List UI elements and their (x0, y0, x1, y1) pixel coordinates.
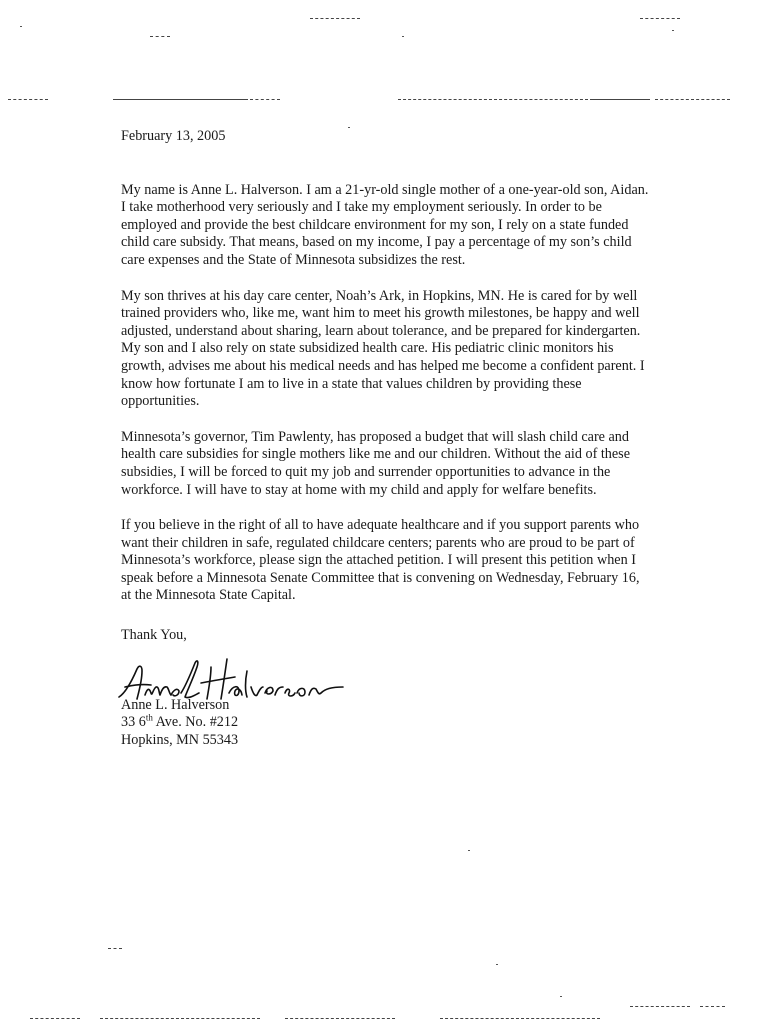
scan-artifact-line (640, 18, 680, 19)
scan-artifact-line (590, 99, 650, 100)
paragraph-budget: Minnesota’s governor, Tim Pawlenty, has proposed a budget that will slash child care and health care subsidies for single mothers like me and our children. Without the aid of these subsidies, I will be forced to quit my job and surrender opportunities to advance in the workforce. I will have to stay at home with my child and apply for welfare benefits. (121, 428, 630, 498)
letter-date: February 13, 2005 (121, 128, 226, 144)
scan-artifact-line (655, 99, 730, 100)
address-ordinal-suffix: th (145, 712, 153, 723)
address-street-number: 33 6 (121, 714, 146, 731)
scan-speck (560, 996, 562, 997)
scan-artifact-line (100, 1018, 260, 1019)
scan-speck (496, 964, 498, 965)
scan-speck (468, 850, 470, 851)
letter-body (121, 128, 651, 749)
scan-artifact-line (285, 1018, 395, 1019)
scan-artifact-line (630, 1006, 690, 1007)
paragraph-daycare: My son thrives at his day care center, Noah’s Ark, in Hopkins, MN. He is cared for by well trained providers who, like me, want him to meet his growth milestones, be happy and well adjusted, understand about sharing, learn about tolerance, and be prepared for kindergarten. My son and I also rely on state subsidized health care. His pediatric clinic monitors his growth, advises me about his medical needs and has helped me become a confident parent. I know how fortunate I am to live in a state that values children by providing these opportunities. (121, 287, 645, 410)
scan-artifact-line (113, 99, 248, 100)
scan-artifact-line (250, 99, 280, 100)
scan-artifact-line (30, 1018, 80, 1019)
letter-closing: Thank You, (121, 627, 187, 644)
address-line-2: Hopkins, MN 55343 (121, 731, 239, 748)
scan-speck (672, 30, 674, 31)
paragraph-intro: My name is Anne L. Halverson. I am a 21-yr-old single mother of a one-year-old son, Aidan. I take motherhood very seriously and I take my employment seriously. In order to be employed and provide the best childcare environment for my son, I rely on a state funded child care subsidy. That means, based on my income, I pay a percentage of my son’s child care expenses and the State of Minnesota subsidizes the rest. (121, 181, 649, 268)
scan-speck (20, 26, 22, 27)
scan-artifact-line (700, 1006, 725, 1007)
scan-speck (402, 36, 404, 37)
address-line-1 (121, 714, 651, 732)
scan-artifact-line (440, 1018, 600, 1019)
signature-block (121, 697, 651, 750)
scan-artifact-line (310, 18, 360, 19)
scan-artifact-line (398, 99, 588, 100)
paragraph-petition: If you believe in the right of all to have adequate healthcare and if you support parents who want their children in safe, regulated childcare centers; parents who are proud to be part of Minnesota’s workforce, please sign the attached petition. I will present this petition when I speak before a Minnesota Senate Committee that is convening on Wednesday, February 16, at the Minnesota State Capital. (121, 517, 640, 604)
scan-artifact-line (108, 948, 122, 949)
address-street-rest: Ave. No. #212 (152, 714, 239, 731)
signer-name: Anne L. Halverson (121, 696, 230, 713)
scan-artifact-line (150, 36, 170, 37)
scan-artifact-line (8, 99, 48, 100)
